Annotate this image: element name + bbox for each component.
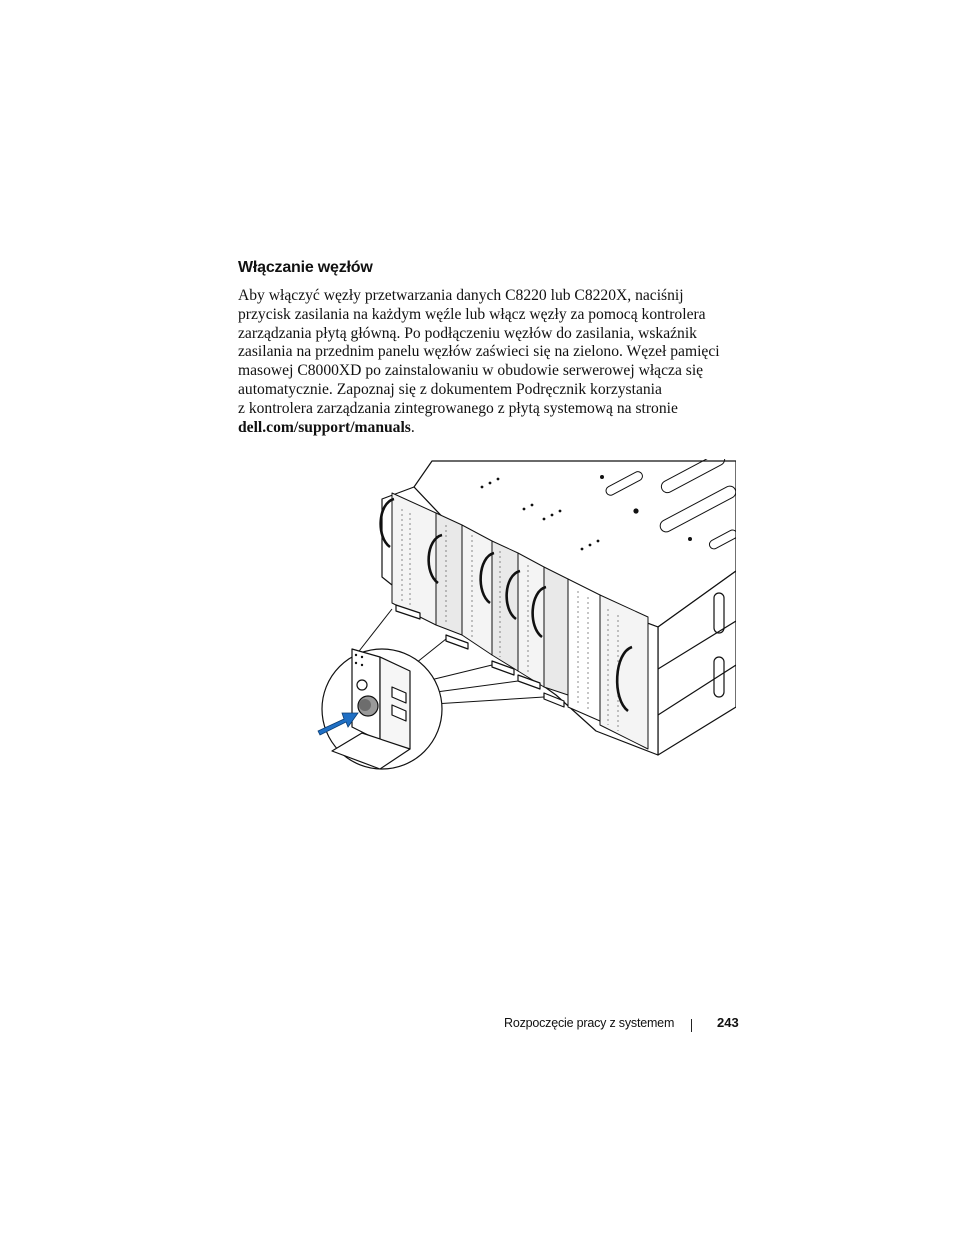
section-heading: Włączanie węzłów <box>238 259 373 276</box>
manuals-link[interactable]: dell.com/support/manuals <box>238 418 411 436</box>
paragraph-line: z kontrolera zarządzania zintegrowanego z płytą systemową na stronie <box>238 399 678 417</box>
link-suffix: . <box>410 418 415 436</box>
body-paragraph <box>238 287 738 437</box>
footer-section-title: Rozpoczęcie pracy z systemem <box>504 1016 675 1030</box>
paragraph-line: przycisk zasilania na każdym węźle lub włącz węzły za pomocą kontrolera <box>238 305 706 323</box>
power-button-icon <box>358 696 378 716</box>
footer-separator <box>691 1019 692 1032</box>
paragraph-line: zasilania na przednim panelu węzłów zaświeci się na zielono. Węzeł pamięci <box>238 343 720 361</box>
server-chassis-illustration <box>296 459 736 771</box>
paragraph-line: Aby włączyć węzły przetwarzania danych C8220 lub C8220X, naciśnij <box>238 287 684 304</box>
paragraph-line: automatycznie. Zapoznaj się z dokumentem Podręcznik korzystania <box>238 380 662 398</box>
paragraph-line: zarządzania płytą główną. Po podłączeniu węzłów do zasilania, wskaźnik <box>238 324 697 342</box>
page-number: 243 <box>717 1015 739 1030</box>
paragraph-line: masowej C8000XD po zainstalowaniu w obudowie serwerowej włącza się <box>238 362 704 380</box>
